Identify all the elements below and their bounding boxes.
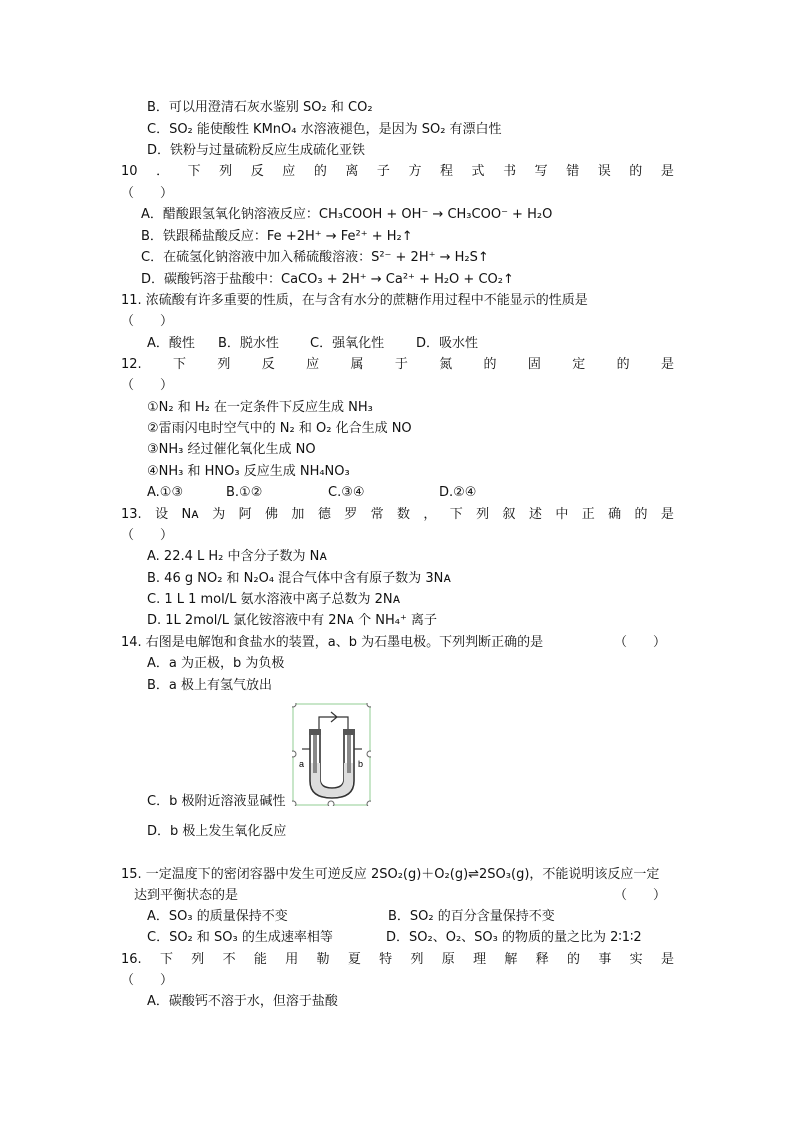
stem-char: 列 (219, 164, 233, 179)
stem-char: 勒 (316, 952, 330, 967)
q12-option-d: D.②④ (439, 485, 477, 500)
q12-option-a: A.①③ (147, 485, 184, 500)
q10-option-a: A．醋酸跟氢氧化钠溶液反应：CH₃COOH + OH⁻ → CH₃COO⁻ + H₂O (141, 207, 553, 222)
q13-option-d: D. 1L 2mol/L 氯化铵溶液中有 2Nᴀ 个 NH₄⁺ 离子 (147, 613, 437, 628)
q15-option-d: D．SO₂、O₂、SO₃ 的物质的量之比为 2∶1∶2 (386, 930, 642, 945)
q14-stem: 14. 右图是电解饱和食盐水的装置，a、b 为石墨电极。下列判断正确的是 (121, 635, 544, 650)
q12-answer-paren: （ ） (121, 378, 174, 393)
stem-char: 写 (534, 164, 548, 179)
q13-option-a: A. 22.4 L H₂ 中含分子数为 Nᴀ (147, 549, 328, 564)
stem-char: 的 (634, 507, 648, 522)
stem-char: 实 (629, 952, 643, 967)
q10-option-c: C．在硫氢化钠溶液中加入稀硫酸溶液：S²⁻ + 2H⁺ → H₂S↑ (141, 250, 489, 265)
stem-char: 是 (660, 164, 674, 179)
stem-char: 的 (567, 952, 581, 967)
stem-char: 13. (121, 507, 142, 522)
stem-char: ． (156, 164, 170, 179)
stem-char: 列 (217, 357, 231, 372)
q14-option-d: D．b 极上发生氧化反应 (147, 824, 287, 839)
electrode-b (347, 735, 351, 773)
q12-item-4: ④NH₃ 和 HNO₃ 反应生成 NH₄NO₃ (147, 464, 350, 479)
q10-option-b: B．铁跟稀盐酸反应：Fe +2H⁺ → Fe²⁺ + H₂↑ (141, 229, 413, 244)
stem-char: 子 (376, 164, 390, 179)
stem-char: 反 (250, 164, 264, 179)
stem-char: ， (423, 507, 437, 522)
stem-char: 误 (597, 164, 611, 179)
stem-char: 特 (379, 952, 393, 967)
q11-option-d: D．吸水性 (416, 336, 479, 351)
electrode-a (313, 735, 317, 773)
q13-option-c: C. 1 L 1 mol/L 氨水溶液中离子总数为 2Nᴀ (147, 592, 401, 607)
stem-char: 的 (629, 164, 643, 179)
q13-answer-paren: （ ） (121, 528, 174, 543)
stem-char: 原 (441, 952, 455, 967)
q9-option-c: C．SO₂ 能使酸性 KMnO₄ 水溶液褪色，是因为 SO₂ 有漂白性 (147, 122, 502, 137)
electrolysis-apparatus-figure (292, 703, 371, 806)
stem-char: 佛 (265, 507, 279, 522)
q12-stem (121, 356, 674, 374)
stem-char: 事 (598, 952, 612, 967)
q13-stem (121, 506, 674, 524)
stem-char: 固 (527, 357, 541, 372)
brine-solution (311, 763, 353, 797)
stem-char: 下 (187, 164, 201, 179)
stem-char: 是 (660, 507, 674, 522)
q12-item-3: ③NH₃ 经过催化氧化生成 NO (147, 442, 316, 457)
stem-char: 夏 (347, 952, 361, 967)
stem-char: 理 (473, 952, 487, 967)
stem-char: 应 (282, 164, 296, 179)
stem-char: 错 (566, 164, 580, 179)
q10-answer-paren: （ ） (121, 186, 174, 201)
stem-char: 于 (394, 357, 408, 372)
q11-option-a: A．酸性 (147, 336, 195, 351)
stem-char: 是 (660, 357, 674, 372)
stem-char: 不 (222, 952, 236, 967)
stem-char: 正 (581, 507, 595, 522)
q11-answer-paren: （ ） (121, 314, 174, 329)
q15-answer-paren: （ ） (614, 888, 667, 903)
stem-char: 离 (345, 164, 359, 179)
stem-char: 阿 (238, 507, 252, 522)
stem-char: 解 (504, 952, 518, 967)
q15-option-a: A．SO₃ 的质量保持不变 (147, 909, 288, 924)
stem-char: 述 (528, 507, 542, 522)
stem-char: 下 (449, 507, 463, 522)
stem-char: 为 (212, 507, 226, 522)
stem-char: 的 (313, 164, 327, 179)
stem-char: 中 (555, 507, 569, 522)
q9-option-b: B．可以用澄清石灰水鉴别 SO₂ 和 CO₂ (147, 100, 373, 115)
stem-char: 确 (608, 507, 622, 522)
q16-answer-paren: （ ） (121, 973, 174, 988)
label-b: b (358, 759, 364, 769)
left-stopper (309, 729, 321, 735)
q15-stem-line1: 15. 一定温度下的密闭容器中发生可逆反应 2SO₂(g)＋O₂(g)⇌2SO₃(g)，不能说明该反应一定 (121, 867, 660, 882)
stem-char: 10 (121, 164, 138, 179)
q9-option-d: D．铁粉与过量硫粉反应生成硫化亚铁 (147, 143, 366, 158)
q14-answer-paren: （ ） (614, 635, 667, 650)
stem-char: 12. (121, 357, 142, 372)
q10-stem (121, 163, 674, 181)
stem-char: 用 (285, 952, 299, 967)
q11-option-c: C．强氧化性 (310, 336, 385, 351)
q14-option-a: A．a 为正极，b 为负极 (147, 656, 285, 671)
stem-char: 设 (155, 507, 169, 522)
stem-char: 叙 (502, 507, 516, 522)
stem-char: 常 (370, 507, 384, 522)
stem-char: 罗 (344, 507, 358, 522)
stem-char: 下 (173, 357, 187, 372)
q16-stem (121, 951, 674, 969)
stem-char: 应 (306, 357, 320, 372)
q13-option-b: B. 46 g NO₂ 和 N₂O₄ 混合气体中含有原子数为 3Nᴀ (147, 571, 452, 586)
q11-stem: 11. 浓硫酸有许多重要的性质，在与含有水分的蔗糖作用过程中不能显示的性质是 (121, 293, 588, 308)
stem-char: 德 (317, 507, 331, 522)
stem-char: 反 (261, 357, 275, 372)
stem-char: 数 (396, 507, 410, 522)
stem-char: 列 (476, 507, 490, 522)
stem-char: 下 (159, 952, 173, 967)
stem-char: Nᴀ (181, 507, 199, 522)
q16-option-a: A．碳酸钙不溶于水，但溶于盐酸 (147, 994, 338, 1009)
q15-stem-line2: 达到平衡状态的是 (134, 888, 239, 903)
u-tube-inner (320, 733, 344, 788)
stem-char: 的 (616, 357, 630, 372)
q12-item-1: ①N₂ 和 H₂ 在一定条件下反应生成 NH₃ (147, 400, 373, 415)
stem-char: 16. (121, 952, 142, 967)
stem-char: 方 (408, 164, 422, 179)
stem-char: 是 (660, 952, 674, 967)
stem-char: 属 (350, 357, 364, 372)
q11-option-b: B．脱水性 (218, 336, 279, 351)
stem-char: 能 (253, 952, 267, 967)
stem-char: 书 (503, 164, 517, 179)
q12-option-b: B.①② (226, 485, 263, 500)
q14-option-c: C．b 极附近溶液显碱性 (147, 794, 286, 809)
q15-option-b: B．SO₂ 的百分含量保持不变 (388, 909, 555, 924)
q15-option-c: C．SO₂ 和 SO₃ 的生成速率相等 (147, 930, 333, 945)
label-a: a (299, 759, 305, 769)
stem-char: 列 (410, 952, 424, 967)
wire-circuit (319, 717, 348, 731)
stem-char: 程 (440, 164, 454, 179)
q14-option-b: B．a 极上有氢气放出 (147, 678, 273, 693)
stem-char: 加 (291, 507, 305, 522)
q12-option-c: C.③④ (328, 485, 365, 500)
stem-char: 定 (572, 357, 586, 372)
electrolysis-apparatus-drawing (292, 703, 371, 806)
stem-char: 释 (535, 952, 549, 967)
stem-char: 式 (471, 164, 485, 179)
stem-char: 的 (483, 357, 497, 372)
stem-char: 列 (191, 952, 205, 967)
stem-char: 氮 (439, 357, 453, 372)
q10-option-d: D．碳酸钙溶于盐酸中：CaCO₃ + 2H⁺ → Ca²⁺ + H₂O + CO₂↑ (141, 272, 514, 287)
q12-item-2: ②雷雨闪电时空气中的 N₂ 和 O₂ 化合生成 NO (147, 421, 412, 436)
right-stopper (343, 729, 355, 735)
